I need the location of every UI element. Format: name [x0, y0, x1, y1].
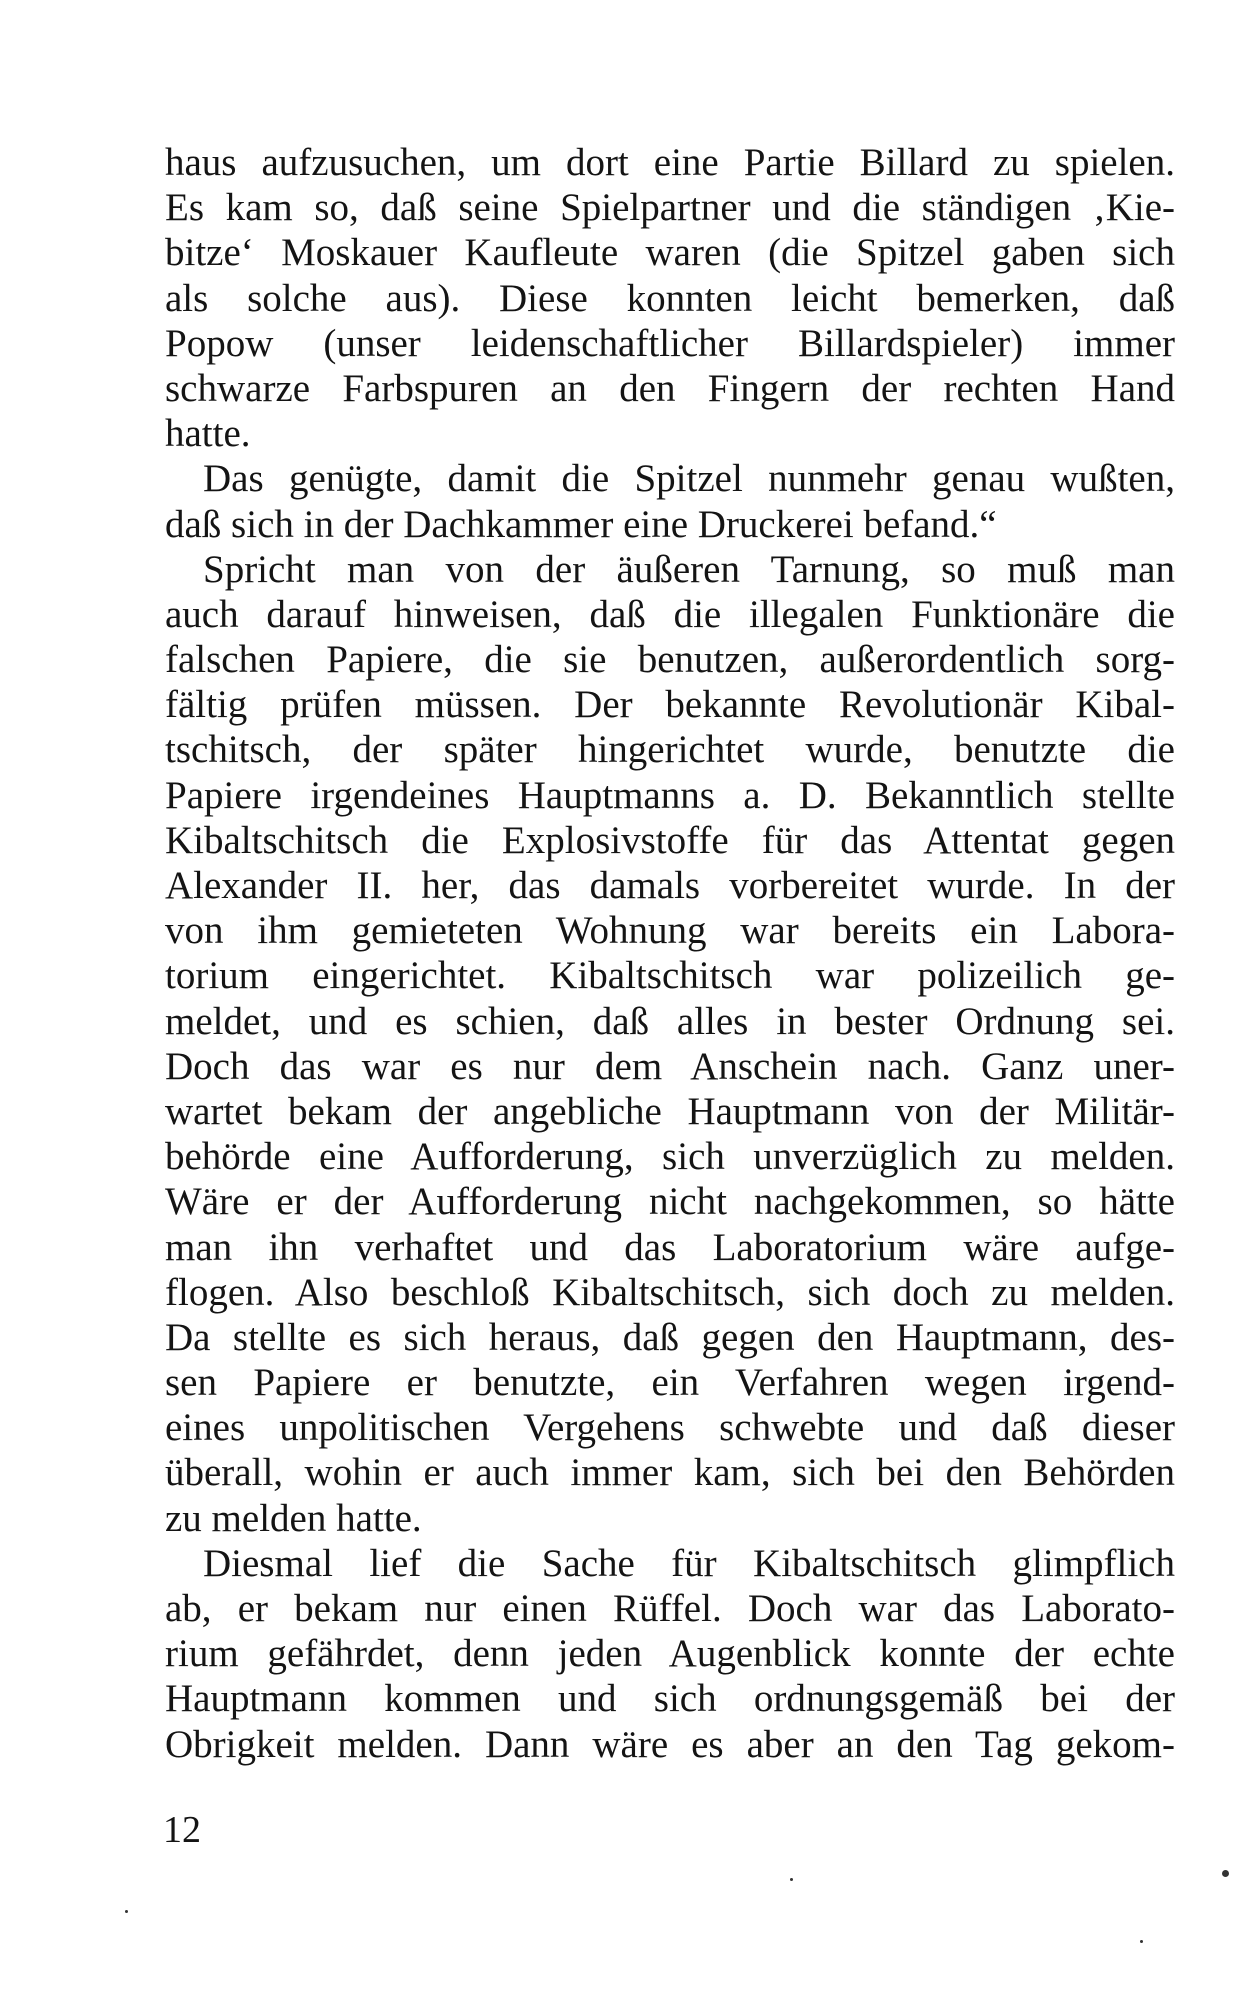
scan-speck	[1222, 1870, 1229, 1877]
text-line: überall, wohin er auch immer kam, sich bei den Behörden	[165, 1451, 1175, 1495]
text-line: flogen. Also beschloß Kibaltschitsch, sich doch zu melden.	[165, 1270, 1175, 1314]
text-line: wartet bekam der angebliche Hauptmann von der Militär-	[165, 1089, 1175, 1133]
scan-speck	[1140, 1940, 1143, 1943]
text-line: als solche aus). Diese konnten leicht bemerken, daß	[165, 276, 1175, 320]
text-line: Hauptmann kommen und sich ordnungsgemäß bei der	[165, 1677, 1175, 1721]
text-line: Es kam so, daß seine Spielpartner und die ständigen ‚Kie-	[165, 186, 1175, 230]
scan-speck	[125, 1910, 128, 1913]
text-line: zu melden hatte.	[165, 1496, 422, 1540]
text-line: haus aufzusuchen, um dort eine Partie Billard zu spielen.	[165, 141, 1175, 184]
text-line: Alexander II. her, das damals vorbereitet wurde. In der	[165, 864, 1175, 907]
scan-speck	[790, 1878, 793, 1881]
text-line: tschitsch, der später hingerichtet wurde, benutzte die	[165, 728, 1175, 772]
text-line: schwarze Farbspuren an den Fingern der rechten Hand	[165, 366, 1175, 410]
text-line: eines unpolitischen Vergehens schwebte und daß dieser	[165, 1406, 1175, 1450]
text-line: Doch das war es nur dem Anschein nach. Ganz uner-	[165, 1044, 1175, 1088]
text-line: fältig prüfen müssen. Der bekannte Revolutionär Kibal-	[165, 683, 1175, 727]
text-line: ab, er bekam nur einen Rüffel. Doch war das Laborato-	[165, 1587, 1175, 1630]
text-line: Spricht man von der äußeren Tarnung, so muß man	[203, 547, 1175, 591]
text-line: Da stellte es sich heraus, daß gegen den Hauptmann, des-	[165, 1315, 1175, 1359]
text-line: torium eingerichtet. Kibaltschitsch war polizeilich ge-	[165, 954, 1175, 998]
text-line: meldet, und es schien, daß alles in bester Ordnung sei.	[165, 999, 1175, 1043]
text-line: man ihn verhaftet und das Laboratorium wäre aufge-	[165, 1225, 1175, 1269]
text-line: Wäre er der Aufforderung nicht nachgekommen, so hätte	[165, 1180, 1175, 1224]
text-line: hatte.	[165, 412, 251, 456]
text-line: sen Papiere er benutzte, ein Verfahren wegen irgend-	[165, 1361, 1175, 1405]
text-line: von ihm gemieteten Wohnung war bereits ein Labora-	[165, 909, 1175, 953]
text-line: behörde eine Aufforderung, sich unverzüglich zu melden.	[165, 1135, 1175, 1179]
text-line: Diesmal lief die Sache für Kibaltschitsch glimpflich	[203, 1541, 1175, 1585]
text-line: falschen Papiere, die sie benutzen, außerordentlich sorg-	[165, 638, 1175, 682]
text-line: Das genügte, damit die Spitzel nunmehr genau wußten,	[203, 457, 1175, 501]
text-line: rium gefährdet, denn jeden Augenblick konnte der echte	[165, 1632, 1175, 1676]
text-line: Kibaltschitsch die Explosivstoffe für das Attentat gegen	[165, 818, 1175, 862]
text-line: Papiere irgendeines Hauptmanns a. D. Bekanntlich stellte	[165, 773, 1175, 817]
text-line: Popow (unser leidenschaftlicher Billardspieler) immer	[165, 321, 1175, 365]
text-line: bitze‘ Moskauer Kaufleute waren (die Spitzel gaben sich	[165, 231, 1175, 275]
body-text	[165, 140, 1175, 1767]
page-number: 12	[163, 1809, 201, 1851]
text-line: auch darauf hinweisen, daß die illegalen Funktionäre die	[165, 592, 1175, 636]
text-line: daß sich in der Dachkammer eine Druckerei befand.“	[165, 502, 997, 546]
text-line: Obrigkeit melden. Dann wäre es aber an den Tag gekom-	[165, 1722, 1175, 1766]
